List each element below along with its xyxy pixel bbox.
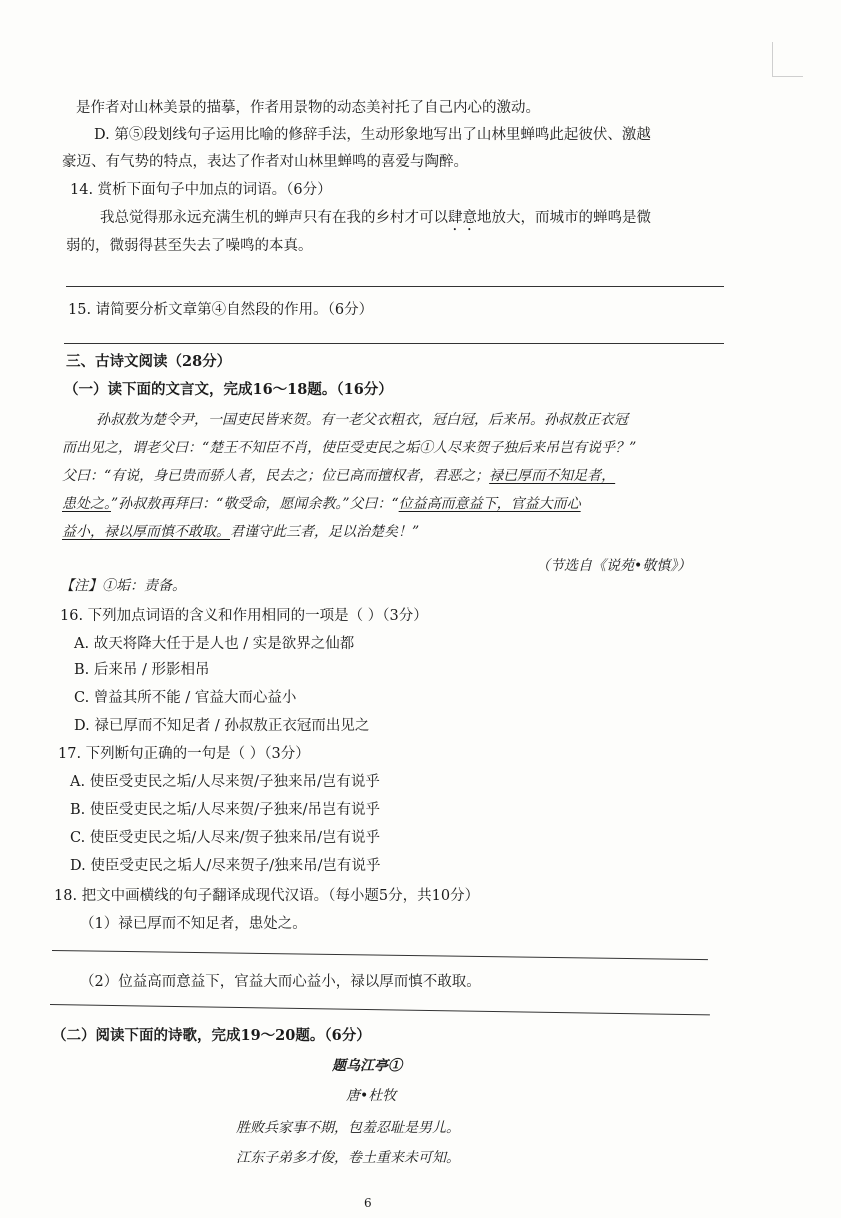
cl3-underlined: 禄已厚而不知足者，: [489, 468, 616, 484]
question-14: 14. 赏析下面句子中加点的词语。（6分）: [70, 182, 332, 198]
answer-line: [66, 286, 724, 287]
q14-text-a: 我总觉得那永远充满生机的蝉声只有在我的乡村才可以: [100, 210, 448, 226]
question-17-option-a: A. 使臣受吏民之垢/人尽来贺/子独来吊/岂有说乎: [70, 774, 380, 790]
line-option-c-end: 是作者对山林美景的描摹，作者用景物的动态美衬托了自己内心的激动。: [76, 100, 540, 116]
classical-text-line-5: [62, 522, 419, 542]
question-17: 17. 下列断句正确的一句是（ ）（3分）: [58, 746, 310, 762]
question-16: 16. 下列加点词语的含义和作用相同的一项是（ ）（3分）: [60, 608, 428, 624]
line-option-d: D. 第⑤段划线句子运用比喻的修辞手法，生动形象地写出了山林里蝉鸣此起彼伏、激越: [94, 127, 651, 143]
question-16-option-c: C. 曾益其所不能 / 官益大而心益小: [74, 690, 297, 706]
question-18-part-1: （1）禄已厚而不知足者，患处之。: [80, 916, 307, 932]
classical-text-line-2: 而出见之，谓老父曰：“楚王不知臣不肖，使臣受吏民之垢①人尽来贺子独后来吊岂有说乎？”: [62, 440, 637, 456]
page-number: 6: [364, 1196, 372, 1210]
cl4-underlined-2: 位益高而意益下，官益大而心: [398, 496, 581, 512]
question-18-part-2: （2）位益高而意益下，官益大而心益小，禄以厚而慎不敢取。: [80, 974, 481, 990]
q14-dotted-word: 肆意: [448, 210, 477, 226]
cl3-text: 父曰：“有说，身已贵而骄人者，民去之；位已高而擅权者，君恶之；: [62, 468, 490, 484]
classical-text-line-4: [62, 494, 581, 514]
poem-line-2: 江东子弟多才俊，卷土重来未可知。: [236, 1150, 460, 1166]
question-16-option-b: B. 后来吊 / 形影相吊: [74, 662, 210, 678]
q14-text-b: 地放大，而城市的蝉鸣是微: [477, 210, 651, 226]
cl5-underlined: 益小，禄以厚而慎不敢取。: [62, 524, 230, 540]
cl5-text: 君谨守此三者，足以治楚矣！”: [230, 524, 420, 540]
answer-line: [50, 1004, 710, 1015]
poem-title: 题乌江亭①: [332, 1058, 402, 1074]
question-14-sentence-1: [100, 208, 651, 234]
question-16-option-d: D. 禄已厚而不知足者 / 孙叔敖正衣冠而出见之: [74, 718, 370, 734]
question-17-option-b: B. 使臣受吏民之垢/人尽来贺/子独来/吊岂有说乎: [70, 802, 381, 818]
question-16-option-a: A. 故天将降大任于是人也 / 实是欲界之仙都: [74, 636, 355, 652]
question-14-sentence-2: 弱的，微弱得甚至失去了噪鸣的本真。: [66, 238, 313, 254]
poem-line-1: 胜败兵家事不期，包羞忍耻是男儿。: [236, 1120, 460, 1136]
question-17-option-d: D. 使臣受吏民之垢人/尽来贺子/独来吊/岂有说乎: [70, 858, 381, 874]
answer-line: [52, 950, 708, 960]
question-18: 18. 把文中画横线的句子翻译成现代汉语。（每小题5分，共10分）: [54, 888, 480, 904]
corner-crop-mark: [772, 42, 803, 77]
subsection-2-heading: （二）阅读下面的诗歌，完成19～20题。（6分）: [52, 1027, 371, 1044]
section-3-heading: 三、古诗文阅读（28分）: [66, 353, 232, 370]
classical-text-line-3: [62, 466, 615, 486]
question-17-option-c: C. 使臣受吏民之垢/人尽来/贺子独来吊/岂有说乎: [70, 830, 380, 846]
question-15: 15. 请简要分析文章第④自然段的作用。（6分）: [68, 302, 374, 318]
classical-text-line-1: 孙叔敖为楚令尹，一国吏民皆来贺。有一老父衣粗衣，冠白冠，后来吊。孙叔敖正衣冠: [96, 412, 628, 428]
source-note: （节选自《说苑•敬慎》）: [536, 558, 692, 574]
cl4-text: ”孙叔敖再拜曰：“敬受命，愿闻余教。”父曰：“: [111, 496, 399, 512]
line-option-d-end: 豪迈、有气势的特点，表达了作者对山林里蝉鸣的喜爱与陶醉。: [62, 154, 468, 170]
subsection-1-heading: （一）读下面的文言文，完成16～18题。（16分）: [64, 381, 393, 398]
poem-author: 唐•杜牧: [346, 1088, 397, 1104]
cl4-underlined: 患处之。: [62, 496, 111, 512]
answer-line: [64, 343, 724, 344]
footnote: 【注】①垢：责备。: [60, 578, 186, 594]
